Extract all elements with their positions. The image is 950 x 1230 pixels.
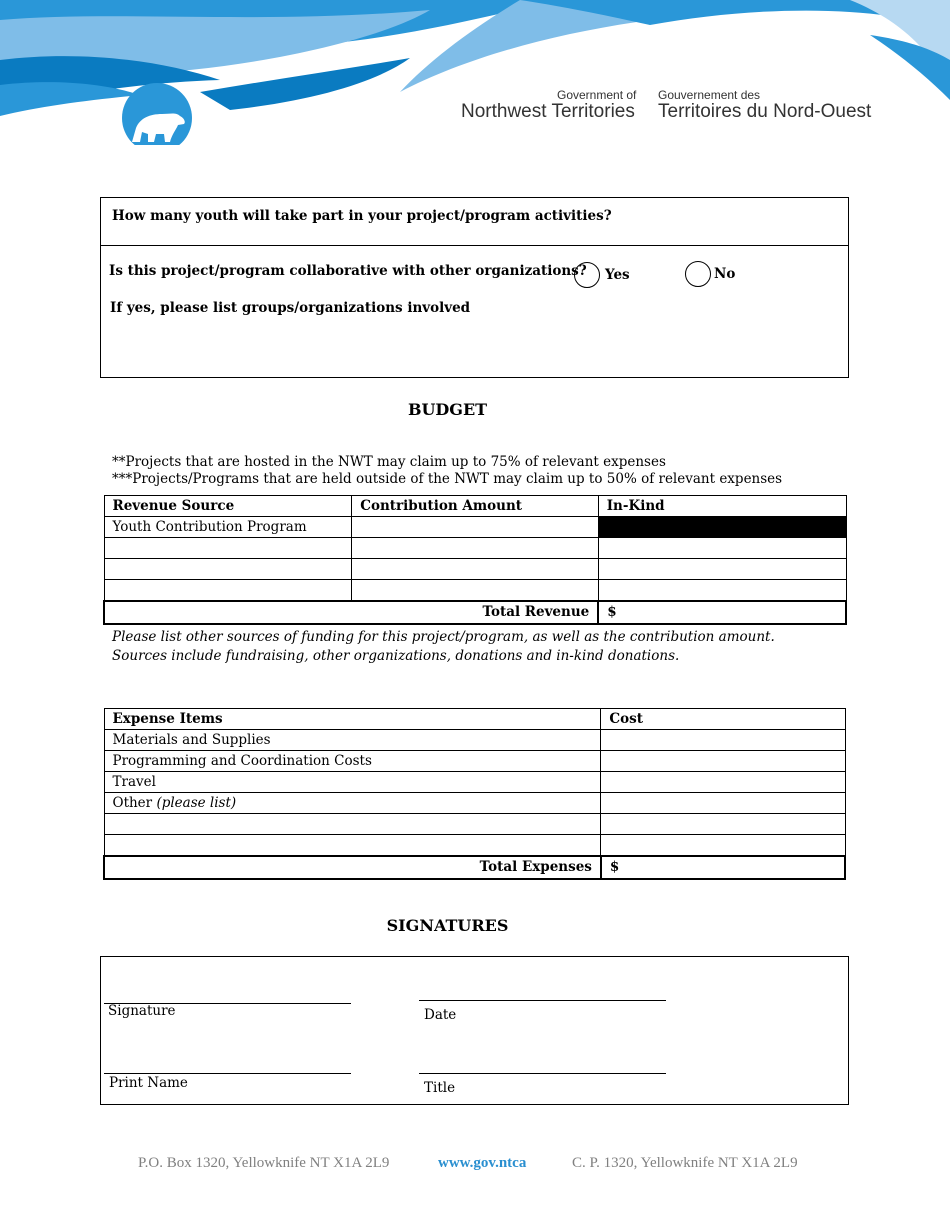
expense-item-other-cell	[104, 793, 601, 814]
budget-note-nwt: **Projects that are hosted in the NWT may claim up to 75% of relevant expenses	[112, 454, 666, 470]
no-radio[interactable]	[685, 261, 711, 287]
yes-radio[interactable]	[574, 262, 600, 288]
page-header	[0, 0, 950, 160]
expense-other-note: (please list)	[156, 795, 237, 811]
expense-header-row	[104, 709, 845, 730]
expense-item-cell: Programming and Coordination Costs	[104, 751, 601, 772]
expense-cost-cell[interactable]	[601, 835, 845, 856]
table-row	[104, 793, 845, 814]
youth-count-question: How many youth will take part in your project/program activities?	[112, 208, 612, 224]
yes-label: Yes	[605, 267, 630, 283]
expense-item-cell: Travel	[104, 772, 601, 793]
gov-en-small: Government of	[557, 88, 637, 102]
print-name-line[interactable]	[104, 1073, 351, 1074]
date-label: Date	[424, 1007, 457, 1023]
budget-title: BUDGET	[407, 400, 488, 419]
revenue-amount-cell[interactable]	[352, 559, 599, 580]
revenue-inkind-cell[interactable]	[598, 580, 846, 601]
no-label: No	[714, 266, 736, 282]
table-row	[104, 751, 845, 772]
table-row	[104, 814, 845, 835]
revenue-amount-cell[interactable]	[352, 517, 599, 538]
revenue-source-cell[interactable]	[104, 538, 352, 559]
signatures-title: SIGNATURES	[386, 916, 509, 935]
signatures-box	[100, 956, 849, 1105]
revenue-header-row	[104, 496, 846, 517]
revenue-inkind-cell[interactable]	[598, 559, 846, 580]
revenue-header-inkind: In-Kind	[598, 496, 846, 517]
revenue-source-cell: Youth Contribution Program	[104, 517, 352, 538]
title-label: Title	[424, 1080, 456, 1096]
revenue-amount-cell[interactable]	[352, 580, 599, 601]
expense-cost-cell[interactable]	[601, 793, 845, 814]
expense-cost-cell[interactable]	[601, 730, 845, 751]
expense-item-other: Other	[112, 795, 153, 811]
list-groups-label: If yes, please list groups/organizations involved	[110, 300, 471, 316]
revenue-source-cell[interactable]	[104, 559, 352, 580]
table-row	[104, 517, 846, 538]
revenue-source-cell[interactable]	[104, 580, 352, 601]
expense-item-cell[interactable]	[104, 835, 601, 856]
table-row	[104, 580, 846, 601]
expense-item-cell[interactable]	[104, 814, 601, 835]
total-expenses-label: Total Expenses	[104, 856, 601, 879]
collaborative-question: Is this project/program collaborative with other organizations?	[109, 263, 587, 279]
table-row	[104, 538, 846, 559]
table-row	[104, 559, 846, 580]
gov-fr-big: Territoires du Nord-Ouest	[658, 101, 872, 122]
print-name-label: Print Name	[109, 1075, 188, 1091]
total-expenses-value[interactable]: $	[601, 856, 845, 879]
title-line[interactable]	[419, 1073, 666, 1074]
expense-cost-cell[interactable]	[601, 814, 845, 835]
total-revenue-value[interactable]: $	[598, 601, 846, 624]
footer-address-en: P.O. Box 1320, Yellowknife NT X1A 2L9	[138, 1155, 390, 1171]
revenue-table	[103, 495, 847, 625]
gov-fr-small: Gouvernement des	[658, 88, 761, 102]
revenue-header-amount: Contribution Amount	[352, 496, 599, 517]
questions-box	[100, 197, 849, 378]
expense-cost-cell[interactable]	[601, 772, 845, 793]
revenue-inkind-cell[interactable]	[598, 538, 846, 559]
funding-note: Please list other sources of funding for this project/program, as well as the contribution amount. Sources include fundraising, other organizations, donations and in-kind donations.	[112, 629, 775, 664]
date-line[interactable]	[419, 1000, 666, 1001]
table-row	[104, 730, 845, 751]
revenue-header-source: Revenue Source	[104, 496, 352, 517]
header-waves-graphic	[0, 0, 950, 160]
footer-website-link[interactable]: www.gov.ntca	[438, 1155, 527, 1171]
expense-header-items: Expense Items	[104, 709, 601, 730]
table-row	[104, 835, 845, 856]
revenue-amount-cell[interactable]	[352, 538, 599, 559]
signature-label: Signature	[108, 1003, 176, 1019]
revenue-inkind-cell-blocked	[598, 517, 846, 538]
footer-address-fr: C. P. 1320, Yellowknife NT X1A 2L9	[572, 1155, 798, 1171]
expense-table	[103, 708, 846, 880]
expense-item-cell: Materials and Supplies	[104, 730, 601, 751]
expense-header-cost: Cost	[601, 709, 845, 730]
table-row	[104, 772, 845, 793]
revenue-total-row	[104, 601, 846, 624]
expense-total-row	[104, 856, 845, 879]
questions-divider	[101, 245, 848, 246]
gov-en-big: Northwest Territories	[461, 101, 635, 122]
total-revenue-label: Total Revenue	[104, 601, 598, 624]
budget-note-outside: ***Projects/Programs that are held outside of the NWT may claim up to 50% of relevant expenses	[112, 471, 783, 487]
expense-cost-cell[interactable]	[601, 751, 845, 772]
